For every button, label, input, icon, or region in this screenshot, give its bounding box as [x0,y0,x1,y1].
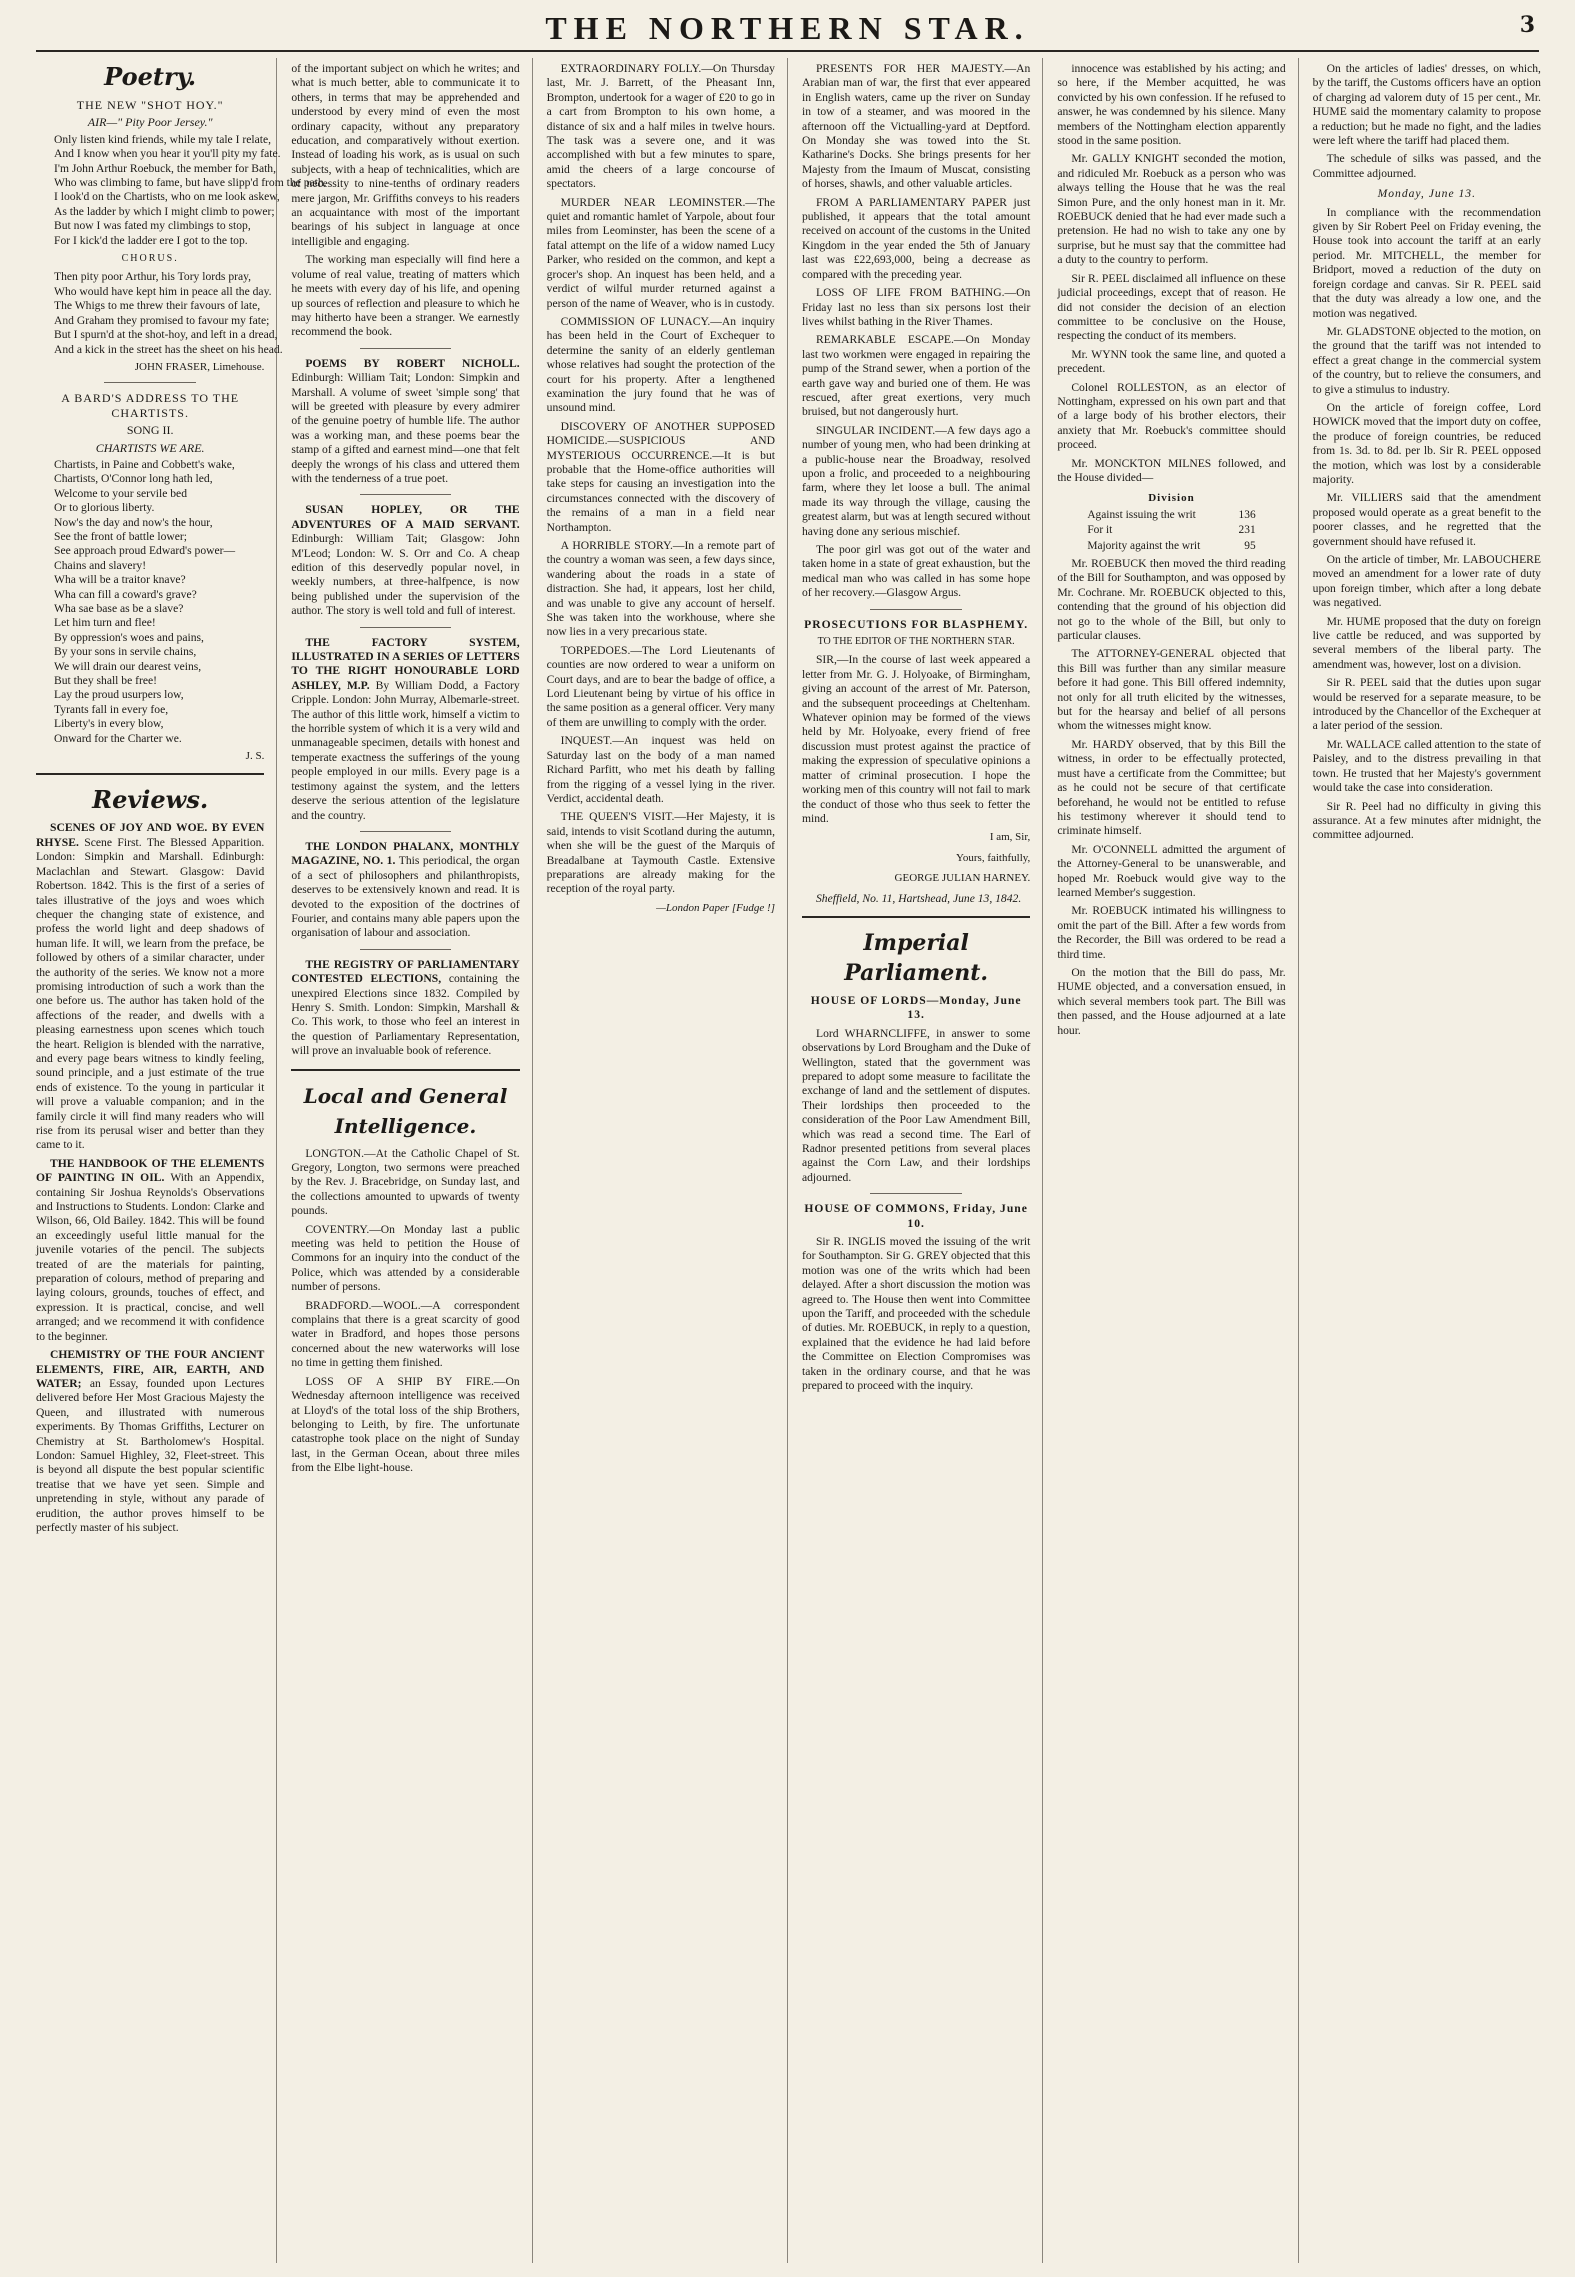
news-item: TORPEDOES.—The Lord Lieutenants of counties are now ordered to wear a uniform on Court days, and are to bear the badge of office, a Lord Lieutenant being by virtue of his office in the same position as a general officer. Very many of them are unwilling to comply with the order. [546,643,775,729]
division-value: 95 [1244,539,1256,552]
parliament-report: Sir R. INGLIS moved the issuing of the writ for Southampton. Sir G. GREY objected that this motion was one of the writs which had been delayed. After a short discussion the motion was agreed to. The House then went into Committee upon the Tariff, and proceeded with the schedule of duties. Mr. ROEBUCK, in reply to a question, explained that the evidence he had laid before the Committee on Election Compromises was taken in the ordinary course, and that he was prepared to proceed with the inquiry. [801,1235,1031,1393]
parliament-report: On the article of timber, Mr. LABOUCHERE moved an amendment for a lower rate of duty upon foreign timber, which after a long debate was negatived. [1312,553,1541,610]
verse-line: See the front of battle lower; [54,529,187,543]
parliament-report: Mr. ROEBUCK intimated his willingness to omit the part of the Bill. After a few words from the Recorder, the Bill was ordered to be read a third time. [1057,904,1286,961]
poem-title: A BARD'S ADDRESS TO THE CHARTISTS. [61,391,240,420]
letter-body: SIR,—In the course of last week appeared a letter from Mr. G. J. Holyoake, of Birmingham, giving an account of the arrest of Mr. Paterson, and the subsequent proceedings at Cheltenham. Whatever opinion may be formed of the views held by Mr. Holyoake, every friend of free discussion must protest against the practice of making the expression of speculative opinions a matter of criminal prosecution. I hope the working men of this country will not fail to mark the conduct of those who thus seek to fetter the mind. [801,653,1031,825]
parliament-report: Mr. HUME proposed that the duty on foreign live cattle be reduced, and was supported by several members of the liberal party. The amendment was, however, lost on a division. [1312,614,1541,671]
verse-line: The Whigs to me threw their favours of late, [54,299,261,313]
columns-container [36,58,1541,2263]
page-number: 3 [1519,12,1535,38]
poem-air: AIR—" Pity Poor Jersey." [87,115,213,130]
verse-line: Chains and slavery! [54,558,147,572]
verse-line: Who would have kept him in peace all the day. [54,284,272,298]
divider [870,1193,961,1194]
letter-address: Sheffield, No. 11, Hartshead, June 13, 1842. [815,891,1022,905]
review-article [36,1157,264,1344]
divider [870,609,961,610]
review-article [291,357,519,487]
parliament-report: Lord WHARNCLIFFE, in answer to some observations by Lord Brougham and the Duke of Wellington, stated that the government was prepared to adopt some measure to facilitate the exchange of land and the settlement of disputes. Their lordships then proceeded to the consideration of the Poor Law Amendment Bill, which was read a second time. The Earl of Radnor presented petitions from several places against the Corn Law, and their lordships adjourned. [801,1026,1031,1184]
news-item: PRESENTS FOR HER MAJESTY.—An Arabian man of war, the first that ever appeared in English waters, came up the river on Sunday in tow of a steamer, and was moored in the afternoon off the Victualling-yard at Deptford. On Monday she was towed into the St. Katharine's Docks. She brings presents for her Majesty from the Imaum of Muscat, consisting of horses, shawls, and other valuable articles. [801,62,1031,191]
section-heading-reviews: Reviews. [92,785,209,815]
parliament-report: Colonel ROLLESTON, as an elector of Nottingham, expressed on his own part and that of a large body of his brother electors, their anxiety that Mr. Roebuck's committee should proceed. [1057,380,1286,452]
verse-line: And a kick in the street has the sheet on his head. [54,342,283,356]
verse-line: Onward for the Charter we. [54,731,182,745]
division-value: 231 [1238,524,1256,537]
letter-closing: I am, Sir, [989,831,1031,844]
divider [360,348,451,349]
review-article [291,958,519,1059]
parliament-report: The schedule of silks was passed, and the Committee adjourned. [1312,152,1541,180]
verse-line: I look'd on the Chartists, who on me look askew, [54,190,280,204]
verse-line: By your sons in servile chains, [54,645,197,659]
poem-title: THE NEW "SHOT HOY." [76,98,224,112]
parliament-report: Mr. HARDY observed, that by this Bill the witness, in order to be effectually protected, must have a certificate from the Committee; but as he could not be secure of that certificate beforehand, he would not be entitled to refuse his testimony wherever it should tend to criminate himself. [1057,737,1286,838]
column-2 [291,58,532,2263]
review-heading: SUSAN HOPLEY, OR THE ADVENTURES OF A MAID SERVANT. [291,503,520,531]
divider [360,627,451,628]
news-item: COMMISSION OF LUNACY.—An inquiry has been held in the Court of Exchequer to determine the sanity of an elderly gentleman whose relatives had sought the protection of the court for his property. After a lengthened examination the jury found that he was of unsound mind. [546,314,775,415]
division-label: Against issuing the writ [1087,508,1196,521]
review-article [36,1348,264,1535]
news-item: The poor girl was got out of the water and taken home in a state of great exhaustion, but the medical man who was called in has some hope of her recovery.—Glasgow Argus. [801,543,1031,600]
verse-line: But I spurn'd at the shot-hoy, and left in a dread, [54,328,278,342]
news-item: LOSS OF A SHIP BY FIRE.—On Wednesday afternoon intelligence was received at Lloyd's of the total loss of the ship Brothers, belonging to Leith, by fire. The unfortunate catastrophe took place on the night of Sunday last, in the German Ocean, about three miles from the Elbe light-house. [291,1374,520,1475]
verse-line: We will drain our dearest veins, [54,659,202,673]
column-5 [1057,58,1298,2263]
poem-signature: J. S. [245,750,265,763]
division-value: 136 [1238,508,1256,521]
verse-line: Chartists, O'Connor long hath led, [54,472,213,486]
parliament-report: On the articles of ladies' dresses, on which, by the tariff, the Customs officers have an option of charging ad valorem duty of 15 per cent., Mr. HUME said the momentary calamity to propose a reduction; but he made no fight, and the ladies were left where the tariff had placed them. [1312,62,1541,148]
poem-verse [36,270,283,356]
divider [360,494,451,495]
review-body: This periodical, the organ of a sect of philosophers and philanthropists, deserves to be extensively known and read. It is devoted to the exposition of the doctrines of Fourier, and contains many able papers upon the organisation of labour and association. [291,854,520,940]
parliament-report: Mr. VILLIERS said that the amendment proposed would operate as a great benefit to the poorer classes, and he regretted that the government should have refused it. [1312,491,1541,548]
poem-signature: JOHN FRASER, Limehouse. [134,360,265,373]
divider [360,831,451,832]
review-heading: THE LONDON PHALANX, MONTHLY MAGAZINE, NO. 1. [291,839,520,868]
news-item: LOSS OF LIFE FROM BATHING.—On Friday last no less than six persons lost their lives whilst bathing in the River Thames. [801,286,1031,328]
news-item: FROM A PARLIAMENTARY PAPER just published, it appears that the total amount received on account of the customs in the United Kingdom in the year ended the 5th of January last was £22,693,000, being a decrease as compared with the preceding year. [801,195,1031,281]
division-row [1087,539,1255,553]
verse-line: By oppression's woes and pains, [54,630,204,644]
verse-line: Wha can fill a coward's grave? [54,587,197,601]
article-paragraph: of the important subject on which he writes; and what is much better, able to communicate it to others, in terms that may be apprehended and understood by every mind of even the most ordinary capacity, without any preparatory education, and comparatively without exertion. Instead of loading his work, as is usual on such subjects, with a heap of technicalities, which are of necessity to nine-tenths of ordinary readers mere jargon, Mr. Griffiths conveys to his readers an acquaintance with most of the important bearings of his subject in language at once intelligible and engaging. [291,62,520,248]
news-item: A HORRIBLE STORY.—In a remote part of the country a woman was seen, a few days since, wandering about the roads in a state of distraction. She had, it appears, lost her child, and was unable to give any account of herself. She was taken into the workhouse, where she now lies in a very precarious state. [546,539,775,639]
divider [360,949,451,950]
article-heading: PROSECUTIONS FOR BLASPHEMY. [804,617,1029,631]
review-body: With an Appendix, containing Sir Joshua Reynolds's Observations and Instructions to Students. London: Clarke and Wilson, 66, Old Bailey. 1842. This will be found an exceedingly useful little manual for the juvenile votaries of the pencil. The subjects treated of are the materials for painting, preparation of colours, method of preparing and laying colours, grounds, touches of effect, and expression. It is practical, concise, and well arranged; and we recommend it with confidence to the beginner. [36,1171,265,1343]
parliament-report: Sir R. Peel had no difficulty in giving this assurance. At a few minutes after midnight, the committee adjourned. [1312,799,1541,842]
source-credit: —London Paper [Fudge !] [656,901,775,914]
verse-line: Chartists, in Paine and Cobbett's wake, [54,457,235,471]
verse-line: Now's the day and now's the hour, [54,515,213,529]
poem-verse [36,132,327,248]
verse-line: As the ladder by which I might climb to power; [54,204,275,218]
review-article [291,840,519,941]
review-body: containing the unexpired Elections since 1832. Compiled by Henry S. Smith. London: Simpkin, Marshall & Co. This work, to those who feel an interest in the question of Parliamentary Representation, will prove an invaluable book of reference. [291,972,520,1058]
news-item: BRADFORD.—WOOL.—A correspondent complains that there is a great scarcity of good water in Bradford, and hopes those persons concerned about the new waterworks will lose no time in getting them finished. [291,1298,520,1370]
review-heading: POEMS BY ROBERT NICHOLL. [305,356,520,370]
verse-line: Liberty's in every blow, [54,717,164,731]
news-item: EXTRAORDINARY FOLLY.—On Thursday last, Mr. J. Barrett, of the Pheasant Inn, Brompton, undertook for a wager of £20 to go in a cart from Brompton to his own home, a distance of six and a half miles in twelve hours. The task was a severe one, and it was accomplished with but a few minutes to spare, amid the cheers of a large concourse of spectators. [546,62,775,191]
poem-subtitle: CHARTISTS WE ARE. [95,440,205,455]
review-heading: THE HANDBOOK OF THE ELEMENTS OF PAINTING IN OIL. [36,1156,265,1185]
masthead [36,10,1539,52]
review-heading: THE REGISTRY OF PARLIAMENTARY CONTESTED ELECTIONS, [291,957,520,986]
verse-line: And I know when you hear it you'll pity my fate. [54,147,281,161]
review-heading: CHEMISTRY OF THE FOUR ANCIENT ELEMENTS, FIRE, AIR, EARTH, AND WATER; [36,1348,265,1390]
verse-line: But now I was fated my climbings to stop, [54,219,251,233]
news-item: INQUEST.—An inquest was held on Saturday last on the body of a man named Richard Parfitt, who met his death by falling from the rigging of a vessel lying in the river. Verdict, accidental death. [546,734,775,805]
parliament-report: Mr. GLADSTONE objected to the motion, on the ground that the tariff was not intended to effect a great change in the commercial system of the country, but to relieve the consumers, and to give a stimulus to industry. [1312,324,1541,396]
house-heading: HOUSE OF COMMONS, Friday, June 10. [804,1202,1028,1230]
review-body: By William Dodd, a Factory Cripple. London: John Murray, Albemarle-street. The author of this little work, himself a victim to the horrible system of which it is a very wild and unmanageable specimen, details with honest and temperate exactness the sufferings of the young people employed in our mills. Every page is a testimony against the system, and the letters deserve the serious attention of the legislature and the country. [291,678,520,822]
section-heading-poetry: Poetry. [104,62,197,91]
newspaper-title: THE NORTHERN STAR. [545,10,1030,46]
verse-line: Only listen kind friends, while my tale I relate, [54,132,272,146]
verse-line: Wha sae base as be a slave? [54,602,184,615]
poem-song: SONG II. [126,423,174,438]
review-heading: THE FACTORY SYSTEM, ILLUSTRATED IN A SERIES OF LETTERS TO THE RIGHT HONOURABLE LORD ASHLEY, M.P. [291,635,520,692]
parliament-report: Mr. WYNN took the same line, and quoted a precedent. [1057,347,1286,376]
news-item: LONGTON.—At the Catholic Chapel of St. Gregory, Longton, two sermons were preached by the Rev. J. Bracebridge, on Sunday last, and the collections amounted to upwards of twenty pounds. [291,1146,520,1218]
verse-line: Lay the proud usurpers low, [54,688,184,702]
verse-line: See approach proud Edward's power— [54,544,236,558]
verse-line: And Graham they promised to favour my fate; [54,313,270,327]
letter-signature: GEORGE JULIAN HARNEY. [894,872,1031,885]
column-6 [1313,58,1541,2263]
parliament-report: Mr. WALLACE called attention to the state of Paisley, and to the distress prevailing in that town. He trusted that her Majesty's government would take the case into consideration. [1312,737,1541,795]
verse-line: For I kick'd the ladder ere I got to the top. [54,233,248,247]
review-body: Scene First. The Blessed Apparition. London: Simpkin and Marshall. Edinburgh: Maclachlan and Stewart. Glasgow: David Robertson. 1842. This is the first of a series of tales illustrative of the joys and woes which chequer the changing state of existence, and profess the world light and deep shadows of human life. It will, we learn from the preface, be followed by others of a similar character, under the authority of the series. We know not a more promising introduction of such a work than the one before us. The author has taken hold of the affections of the reader, and dwells with a pleasing earnestness upon scenes which touch the heart. Religion is blended with the narrative, and every page bears witness to kindly feeling, sound principle, and a just estimate of the true ends of existence. To the young in particular it will prove a valuable companion; and in the family circle it will find many readers who will rise from its perusal wiser and better than they came to it. [36,835,265,1152]
news-item: THE QUEEN'S VISIT.—Her Majesty, it is said, intends to visit Scotland during the autumn, when she will be the guest of the Marquis of Breadalbane at Taymouth Castle. Extensive preparations are already making for the reception of the royal party. [546,810,775,896]
column-4 [802,58,1043,2263]
verse-line: Let him turn and flee! [54,616,156,630]
review-article [291,636,519,823]
verse-line: Who was climbing to fame, but have slipp'd from the path. [54,176,327,190]
review-article [36,821,264,1152]
verse-line: Then pity poor Arthur, his Tory lords pray, [54,270,252,284]
parliament-report: Mr. MONCKTON MILNES followed, and the House divided— [1057,456,1286,484]
division-label: Majority against the writ [1087,539,1201,552]
parliament-report: On the motion that the Bill do pass, Mr. HUME objected, and a conversation ensued, in which several members took part. The Bill was then passed, and the House adjourned at a late hour. [1057,965,1286,1037]
news-item: DISCOVERY OF ANOTHER SUPPOSED HOMICIDE.—SUSPICIOUS AND MYSTERIOUS OCCURRENCE.—It is but probable that the Home-office authorities will take steps for causing an investigation into the circumstances connected with the discovery of the remains of a man in a field near Northampton. [546,419,775,534]
division-row [1087,523,1255,537]
news-item: COVENTRY.—On Monday last a public meeting was held to petition the House of Commons for an inquiry into the conduct of the Police, which was attended by a considerable number of persons. [291,1222,520,1294]
verse-line: Or to glorious liberty. [54,501,155,515]
division-heading: Division [1148,492,1195,505]
division-label: For it [1087,524,1113,537]
verse-line: But they shall be free! [54,674,158,688]
parliament-report: The ATTORNEY-GENERAL objected that this Bill was further than any similar measure before it had gone. This Bill offered indemnity, not only for all truth elicited by the witnesses, but for the hearsay and belief of all persons whom the witnesses might know. [1057,647,1286,733]
section-heading-parliament: Imperial Parliament. [844,929,989,986]
verse-line: Welcome to your servile bed [54,486,187,500]
letter-closing: Yours, faithfully, [956,851,1031,864]
section-heading-local: Local and General Intelligence. [303,1083,508,1138]
review-body: Edinburgh: William Tait; Glasgow: John M'Leod; London: W. S. Orr and Co. A cheap edition of this deservedly popular novel, in weekly numbers, at three-halfpence, is now being published under the supervision of the author. The story is well told and full of interest. [291,532,520,618]
parliament-report: Mr. ROEBUCK then moved the third reading of the Bill for Southampton, and was opposed by Mr. Cochrane. Mr. ROEBUCK objected to this, contending that the ground of his objection did not go to the whole of the Bill, but only to particular clauses. [1057,557,1286,643]
review-article [291,503,519,618]
parliament-report: Sir R. PEEL disclaimed all influence on these judicial proceedings, except that of reason. He did not consider the decision of an election committee to be conclusive on the House, respecting the conduct of its members. [1057,271,1286,343]
divider [36,773,264,775]
column-3 [547,58,788,2263]
verse-line: Tyrants fall in every foe, [54,702,169,716]
divider [104,382,195,383]
divider [802,916,1030,918]
chorus-label: CHORUS. [121,253,179,265]
verse-line: I'm John Arthur Roebuck, the member for Bath, [54,161,277,175]
parliament-report: In compliance with the recommendation given by Sir Robert Peel on Friday evening, the House took into account the tariff at an early period. Mr. MITCHELL, the member for Bridport, moved a reduction of the duty on foreign cordage and canvas. Sir R. PEEL said that the duty was already a low one, and the motion was negatived. [1312,205,1541,320]
review-heading: SCENES OF JOY AND WOE. BY EVEN RHYSE. [36,821,265,849]
news-item: MURDER NEAR LEOMINSTER.—The quiet and romantic hamlet of Yarpole, about four miles from Leominster, has been the scene of a fatal attempt on the life of a widow named Lucy Parker, who resided on the common, and kept a grocer's shop. An inquest has been held, and a verdict of wilful murder returned against a person of the name of Weaver, who is in custody. [546,195,775,310]
column-1 [36,58,327,2263]
day-heading: Monday, June 13. [1377,187,1477,201]
article-paragraph: The working man especially will find here a volume of real value, treating of matters which he meets with every day of his life, and opening up sources of reflection and pleasure to which he may hitherto have been a stranger. We earnestly recommend the book. [291,253,520,339]
verse-line: Wha will be a traitor knave? [54,573,186,587]
parliament-report: Sir R. PEEL said that the duties upon sugar would be reserved for a separate measure, to be introduced by the Chancellor of the Exchequer at a later period of the session. [1312,676,1541,733]
review-body: Edinburgh: William Tait; London: Simpkin and Marshall. A volume of sweet 'simple song' that will be greeted with pleasure by every admirer of the genuine poetry of humble life. The author was a working man, and these poems bear the stamp of a gifted and earnest mind—one that felt deeply the wrongs of his class and uttered them with the tenderness of a true poet. [291,371,520,485]
parliament-report: Mr. O'CONNELL admitted the argument of the Attorney-General to be unanswerable, and hoped Mr. Roebuck would give way to the learned Member's suggestion. [1057,842,1286,899]
parliament-report: Mr. GALLY KNIGHT seconded the motion, and ridiculed Mr. Roebuck as a person who was always telling the House that he was the real Simon Pure, and the only honest man in it. Mr. ROEBUCK denied that he had ever made such a pretension. He had no wish to take any one by surprise, but he must say that the committee had a duty to the country to perform. [1057,152,1286,267]
news-item: SINGULAR INCIDENT.—A few days ago a number of young men, who had been drinking at a public-house near the Broadway, resolved upon a frolic, and proceeded to a neighbouring farm, where they let loose a bull. The animal made its way through the village, causing the greatest alarm, but was at length secured without having done any serious mischief. [801,423,1031,538]
divider [291,1069,519,1071]
news-item: REMARKABLE ESCAPE.—On Monday last two workmen were engaged in repairing the pump of the Strand sewer, when a portion of the earth gave way and buried one of them. He was rescued, after great exertions, very much bruised, but not dangerously hurt. [801,333,1031,419]
review-body: an Essay, founded upon Lectures delivered before Her Most Gracious Majesty the Queen, and illustrated with numerous experiments. By Thomas Griffiths, Lecturer on Chemistry at St. Bartholomew's Hospital. London: Samuel Highley, 32, Fleet-street. This is beyond all dispute the best popular scientific treatise that we have yet seen. Simple and unpretending in style, without any parade of erudition, the author proves himself to be perfectly master of his subject. [36,1376,265,1534]
house-heading: HOUSE OF LORDS—Monday, June 13. [810,993,1022,1022]
poem-verse [36,458,264,746]
division-row [1087,508,1255,522]
parliament-report: On the article of foreign coffee, Lord HOWICK moved that the import duty on coffee, the produce of foreign countries, be reduced from 1s. 3d. to 8d. per lb. Sir R. PEEL opposed the motion, which was lost by a considerable majority. [1312,400,1541,486]
parliament-report: innocence was established by his acting; and so here, if the Member acquitted, he was convicted by his own confession. If he refused to answer, he was condemned by his silence. Many members of the Nottingham election apparently stood in the same position. [1057,62,1286,148]
letter-addressee: TO THE EDITOR OF THE NORTHERN STAR. [817,636,1015,648]
